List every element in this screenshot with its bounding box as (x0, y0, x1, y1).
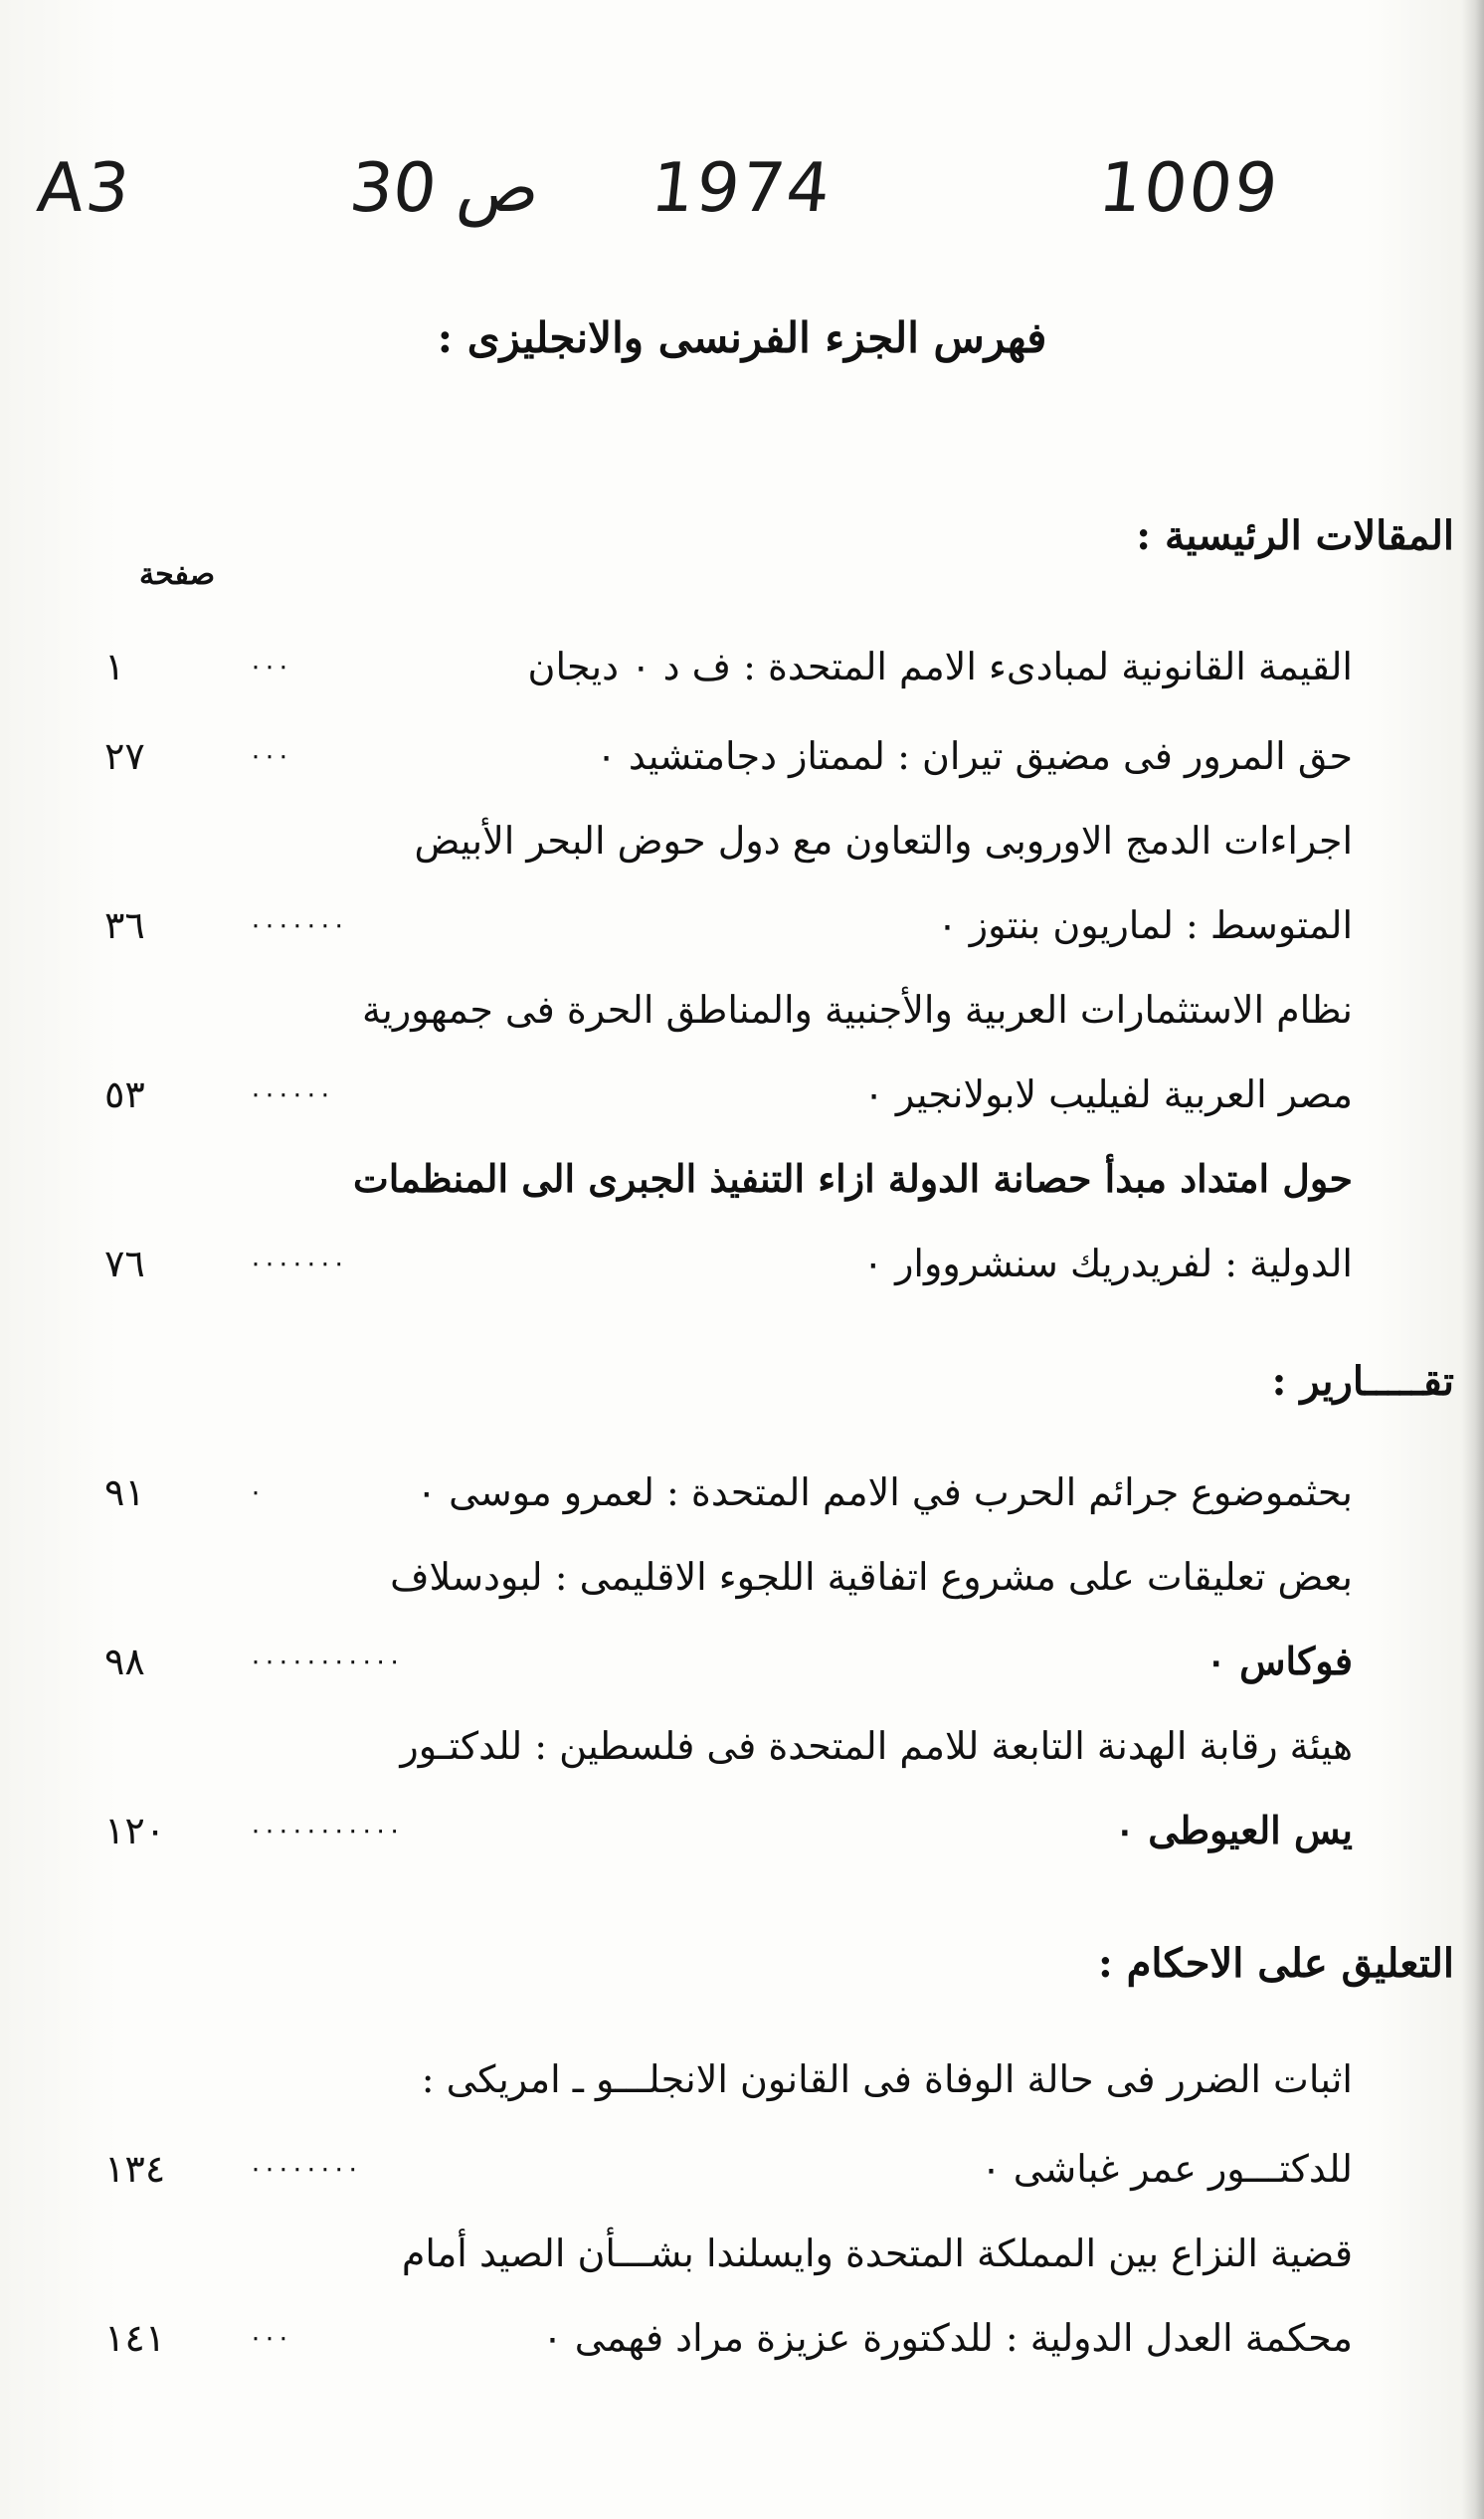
handwritten-year: 1974 (647, 149, 836, 228)
toc-leader-dots: ٠٠٠٠٠٠٠٠٠٠٠ (249, 1647, 402, 1676)
toc-line (104, 895, 1353, 955)
toc-line-text: نظام الاستثمارات العربية والأجنبية والمناطق الحرة فى جمهورية (361, 988, 1353, 1032)
toc-line (104, 2308, 1353, 2368)
toc-line-text: هيئة رقابة الهدنة التابعة للامم المتحدة فى فلسطين : للدكتـور (400, 1724, 1353, 1768)
toc-page-number: ٣٦ (104, 903, 145, 947)
toc-line-text: للدكتـــور عمر غباشى ٠ (981, 2147, 1353, 2191)
toc-leader-dots: ٠٠٠٠٠٠٠ (249, 910, 346, 940)
section-heading-judgment-comments: التعليق على الاحكام : (1097, 1940, 1454, 1987)
toc-line-text: الدولية : لفريدريك سنشرووار ٠ (862, 1242, 1353, 1285)
toc-line (104, 1462, 1353, 1522)
toc-line (104, 1801, 1353, 1860)
toc-line (104, 2139, 1353, 2199)
toc-leader-dots: ٠ (249, 1477, 263, 1507)
toc-line-text: اثبات الضرر فى حالة الوفاة فى القانون الانجلـــو ـ امريكى : (421, 2057, 1353, 2101)
toc-leader-dots: ٠٠٠٠٠٠ (249, 1079, 332, 1109)
toc-page-number: ٥٣ (104, 1072, 145, 1116)
toc-page-number: ١٤١ (104, 2316, 166, 2360)
toc-line-text: يس العيوطى ٠ (1114, 1808, 1353, 1852)
toc-line (104, 1632, 1353, 1691)
toc-page-number: ٧٦ (104, 1242, 145, 1285)
toc-page-number: ٩٨ (104, 1640, 145, 1683)
toc-page-number: ١٣٤ (104, 2147, 166, 2191)
toc-line-text: بعض تعليقات على مشروع اتفاقية اللجوء الاقليمى : لبودسلاف (390, 1555, 1353, 1599)
toc-leader-dots: ٠٠٠ (249, 741, 290, 771)
section-heading-reports: تقـــــارير : (1271, 1358, 1454, 1405)
toc-line (104, 1234, 1353, 1293)
toc-line (104, 637, 1353, 696)
toc-page-number: ١٢٠ (104, 1809, 166, 1852)
toc-leader-dots: ٠٠٠٠٠٠٠٠٠٠٠ (249, 1816, 402, 1845)
toc-line (104, 2049, 1353, 2109)
toc-line (104, 980, 1353, 1040)
toc-line-text: محكمة العدل الدولية : للدكتورة عزيزة مراد فهمى ٠ (542, 2316, 1353, 2360)
handwritten-number: 1009 (1094, 149, 1284, 228)
toc-leader-dots: ٠٠٠٠٠٠٠٠ (249, 2154, 360, 2184)
toc-line (104, 2224, 1353, 2283)
toc-line (104, 1149, 1353, 1209)
toc-line-text: حول امتداد مبدأ حصانة الدولة ازاء التنفيذ الجبرى الى المنظمات (352, 1156, 1353, 1201)
toc-line-text: قضية النزاع بين المملكة المتحدة وايسلندا بشـــأن الصيد أمام (401, 2231, 1353, 2275)
page-column-label: صفحة (139, 557, 216, 592)
toc-page-number: ١ (104, 645, 125, 688)
section-heading-main-articles: المقالات الرئيسية : (1136, 512, 1454, 559)
toc-leader-dots: ٠٠٠ (249, 2323, 290, 2353)
toc-line-text: مصر العربية لفيليب لابولانجير ٠ (863, 1072, 1353, 1116)
toc-line (104, 1065, 1353, 1124)
toc-line-text: القيمة القانونية لمبادىء الامم المتحدة : ف د ٠ ديجان (527, 645, 1353, 688)
toc-line (104, 1547, 1353, 1607)
toc-line (104, 811, 1353, 871)
toc-line (104, 726, 1353, 786)
toc-line-text: بحثموضوع جرائم الحرب في الامم المتحدة : لعمرو موسى ٠ (416, 1470, 1353, 1514)
handwritten-ref: A3 (33, 149, 135, 228)
toc-line-text: اجراءات الدمج الاوروبى والتعاون مع دول حوض البحر الأبيض (414, 819, 1353, 863)
toc-line-text: فوكاس ٠ (1206, 1639, 1353, 1683)
toc-line-text: حق المرور فى مضيق تيران : لممتاز دجامتشيد ٠ (596, 734, 1353, 778)
handwritten-pages: 30 ص (345, 149, 544, 228)
toc-line (104, 1716, 1353, 1776)
page-title: فهرس الجزء الفرنسى والانجليزى : (437, 313, 1047, 362)
toc-page-number: ٢٧ (104, 734, 145, 778)
page-edge-shadow (1462, 0, 1484, 2519)
toc-leader-dots: ٠٠٠ (249, 652, 290, 681)
toc-line-text: المتوسط : لماريون بنتوز ٠ (937, 903, 1353, 947)
toc-page-number: ٩١ (104, 1470, 145, 1514)
toc-leader-dots: ٠٠٠٠٠٠٠ (249, 1249, 346, 1278)
